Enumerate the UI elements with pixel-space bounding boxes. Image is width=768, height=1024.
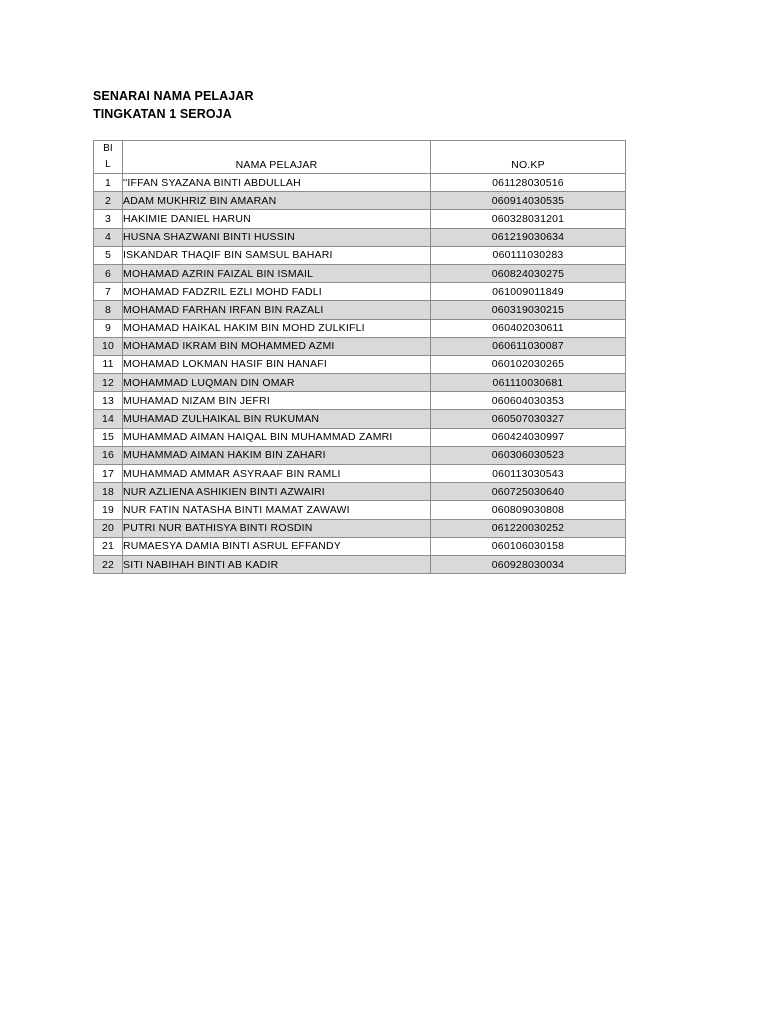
row-bil: 5 (94, 246, 123, 264)
row-kp: 060402030611 (431, 319, 626, 337)
row-kp: 060102030265 (431, 355, 626, 373)
row-name: HAKIMIE DANIEL HARUN (123, 210, 431, 228)
row-name: MOHAMAD HAIKAL HAKIM BIN MOHD ZULKIFLI (123, 319, 431, 337)
row-kp: 060111030283 (431, 246, 626, 264)
table-row (94, 210, 626, 228)
row-name: NUR FATIN NATASHA BINTI MAMAT ZAWAWI (123, 501, 431, 519)
table-row (94, 392, 626, 410)
row-kp: 061219030634 (431, 228, 626, 246)
table-row (94, 555, 626, 573)
table-row (94, 319, 626, 337)
row-bil: 11 (94, 355, 123, 373)
row-bil: 10 (94, 337, 123, 355)
row-name: ISKANDAR THAQIF BIN SAMSUL BAHARI (123, 246, 431, 264)
row-name: MUHAMAD ZULHAIKAL BIN RUKUMAN (123, 410, 431, 428)
row-bil: 7 (94, 283, 123, 301)
row-bil: 22 (94, 555, 123, 573)
row-name: HUSNA SHAZWANI BINTI HUSSIN (123, 228, 431, 246)
row-name: SITI NABIHAH BINTI AB KADIR (123, 555, 431, 573)
row-name: ''IFFAN SYAZANA BINTI ABDULLAH (123, 174, 431, 192)
header-kp: NO.KP (431, 141, 626, 174)
row-name: MOHAMAD LOKMAN HASIF BIN HANAFI (123, 355, 431, 373)
row-name: PUTRI NUR BATHISYA BINTI ROSDIN (123, 519, 431, 537)
row-kp: 060928030034 (431, 555, 626, 573)
table-row (94, 465, 626, 483)
row-kp: 060725030640 (431, 483, 626, 501)
table-row (94, 519, 626, 537)
row-kp: 060809030808 (431, 501, 626, 519)
table-row (94, 501, 626, 519)
table-row (94, 337, 626, 355)
table-row (94, 192, 626, 210)
document-subtitle: TINGKATAN 1 SEROJA (93, 107, 232, 121)
table-row (94, 264, 626, 282)
table-row (94, 174, 626, 192)
table-body (94, 174, 626, 574)
row-name: RUMAESYA DAMIA BINTI ASRUL EFFANDY (123, 537, 431, 555)
row-kp: 060604030353 (431, 392, 626, 410)
row-kp: 060113030543 (431, 465, 626, 483)
table-row (94, 446, 626, 464)
row-bil: 3 (94, 210, 123, 228)
row-kp: 061128030516 (431, 174, 626, 192)
table-row (94, 283, 626, 301)
row-kp: 060914030535 (431, 192, 626, 210)
table-row (94, 410, 626, 428)
row-bil: 6 (94, 264, 123, 282)
row-bil: 18 (94, 483, 123, 501)
row-kp: 060106030158 (431, 537, 626, 555)
table-row (94, 483, 626, 501)
row-name: MOHAMMAD LUQMAN DIN OMAR (123, 374, 431, 392)
document-title: SENARAI NAMA PELAJAR (93, 89, 254, 103)
row-bil: 21 (94, 537, 123, 555)
row-kp: 060306030523 (431, 446, 626, 464)
row-name: MUHAMMAD AIMAN HAIQAL BIN MUHAMMAD ZAMRI (123, 428, 431, 446)
row-name: MOHAMAD FARHAN IRFAN BIN RAZALI (123, 301, 431, 319)
header-bil (94, 141, 123, 174)
row-kp: 060507030327 (431, 410, 626, 428)
row-name: ADAM MUKHRIZ BIN AMARAN (123, 192, 431, 210)
row-kp: 061110030681 (431, 374, 626, 392)
row-kp: 060424030997 (431, 428, 626, 446)
row-bil: 4 (94, 228, 123, 246)
row-kp: 061220030252 (431, 519, 626, 537)
table-row (94, 428, 626, 446)
header-name: NAMA PELAJAR (123, 141, 431, 174)
header-bil-line1: BI (103, 143, 113, 154)
row-name: NUR AZLIENA ASHIKIEN BINTI AZWAIRI (123, 483, 431, 501)
row-bil: 13 (94, 392, 123, 410)
row-bil: 12 (94, 374, 123, 392)
row-kp: 060824030275 (431, 264, 626, 282)
row-bil: 9 (94, 319, 123, 337)
row-bil: 16 (94, 446, 123, 464)
row-bil: 19 (94, 501, 123, 519)
row-kp: 061009011849 (431, 283, 626, 301)
row-name: MUHAMMAD AIMAN HAKIM BIN ZAHARI (123, 446, 431, 464)
table-row (94, 537, 626, 555)
table-header-row (94, 141, 626, 174)
row-name: MOHAMAD FADZRIL EZLI MOHD FADLI (123, 283, 431, 301)
student-table (93, 140, 626, 574)
row-kp: 060328031201 (431, 210, 626, 228)
row-bil: 1 (94, 174, 123, 192)
row-bil: 17 (94, 465, 123, 483)
row-name: MOHAMAD IKRAM BIN MOHAMMED AZMI (123, 337, 431, 355)
row-bil: 14 (94, 410, 123, 428)
table-row (94, 246, 626, 264)
table-row (94, 355, 626, 373)
table-row (94, 301, 626, 319)
row-name: MUHAMMAD AMMAR ASYRAAF BIN RAMLI (123, 465, 431, 483)
row-kp: 060611030087 (431, 337, 626, 355)
row-bil: 2 (94, 192, 123, 210)
table-row (94, 228, 626, 246)
row-name: MUHAMAD NIZAM BIN JEFRI (123, 392, 431, 410)
row-name: MOHAMAD AZRIN FAIZAL BIN ISMAIL (123, 264, 431, 282)
header-bil-line2: L (105, 159, 111, 170)
row-bil: 15 (94, 428, 123, 446)
row-bil: 8 (94, 301, 123, 319)
row-bil: 20 (94, 519, 123, 537)
table-row (94, 374, 626, 392)
row-kp: 060319030215 (431, 301, 626, 319)
